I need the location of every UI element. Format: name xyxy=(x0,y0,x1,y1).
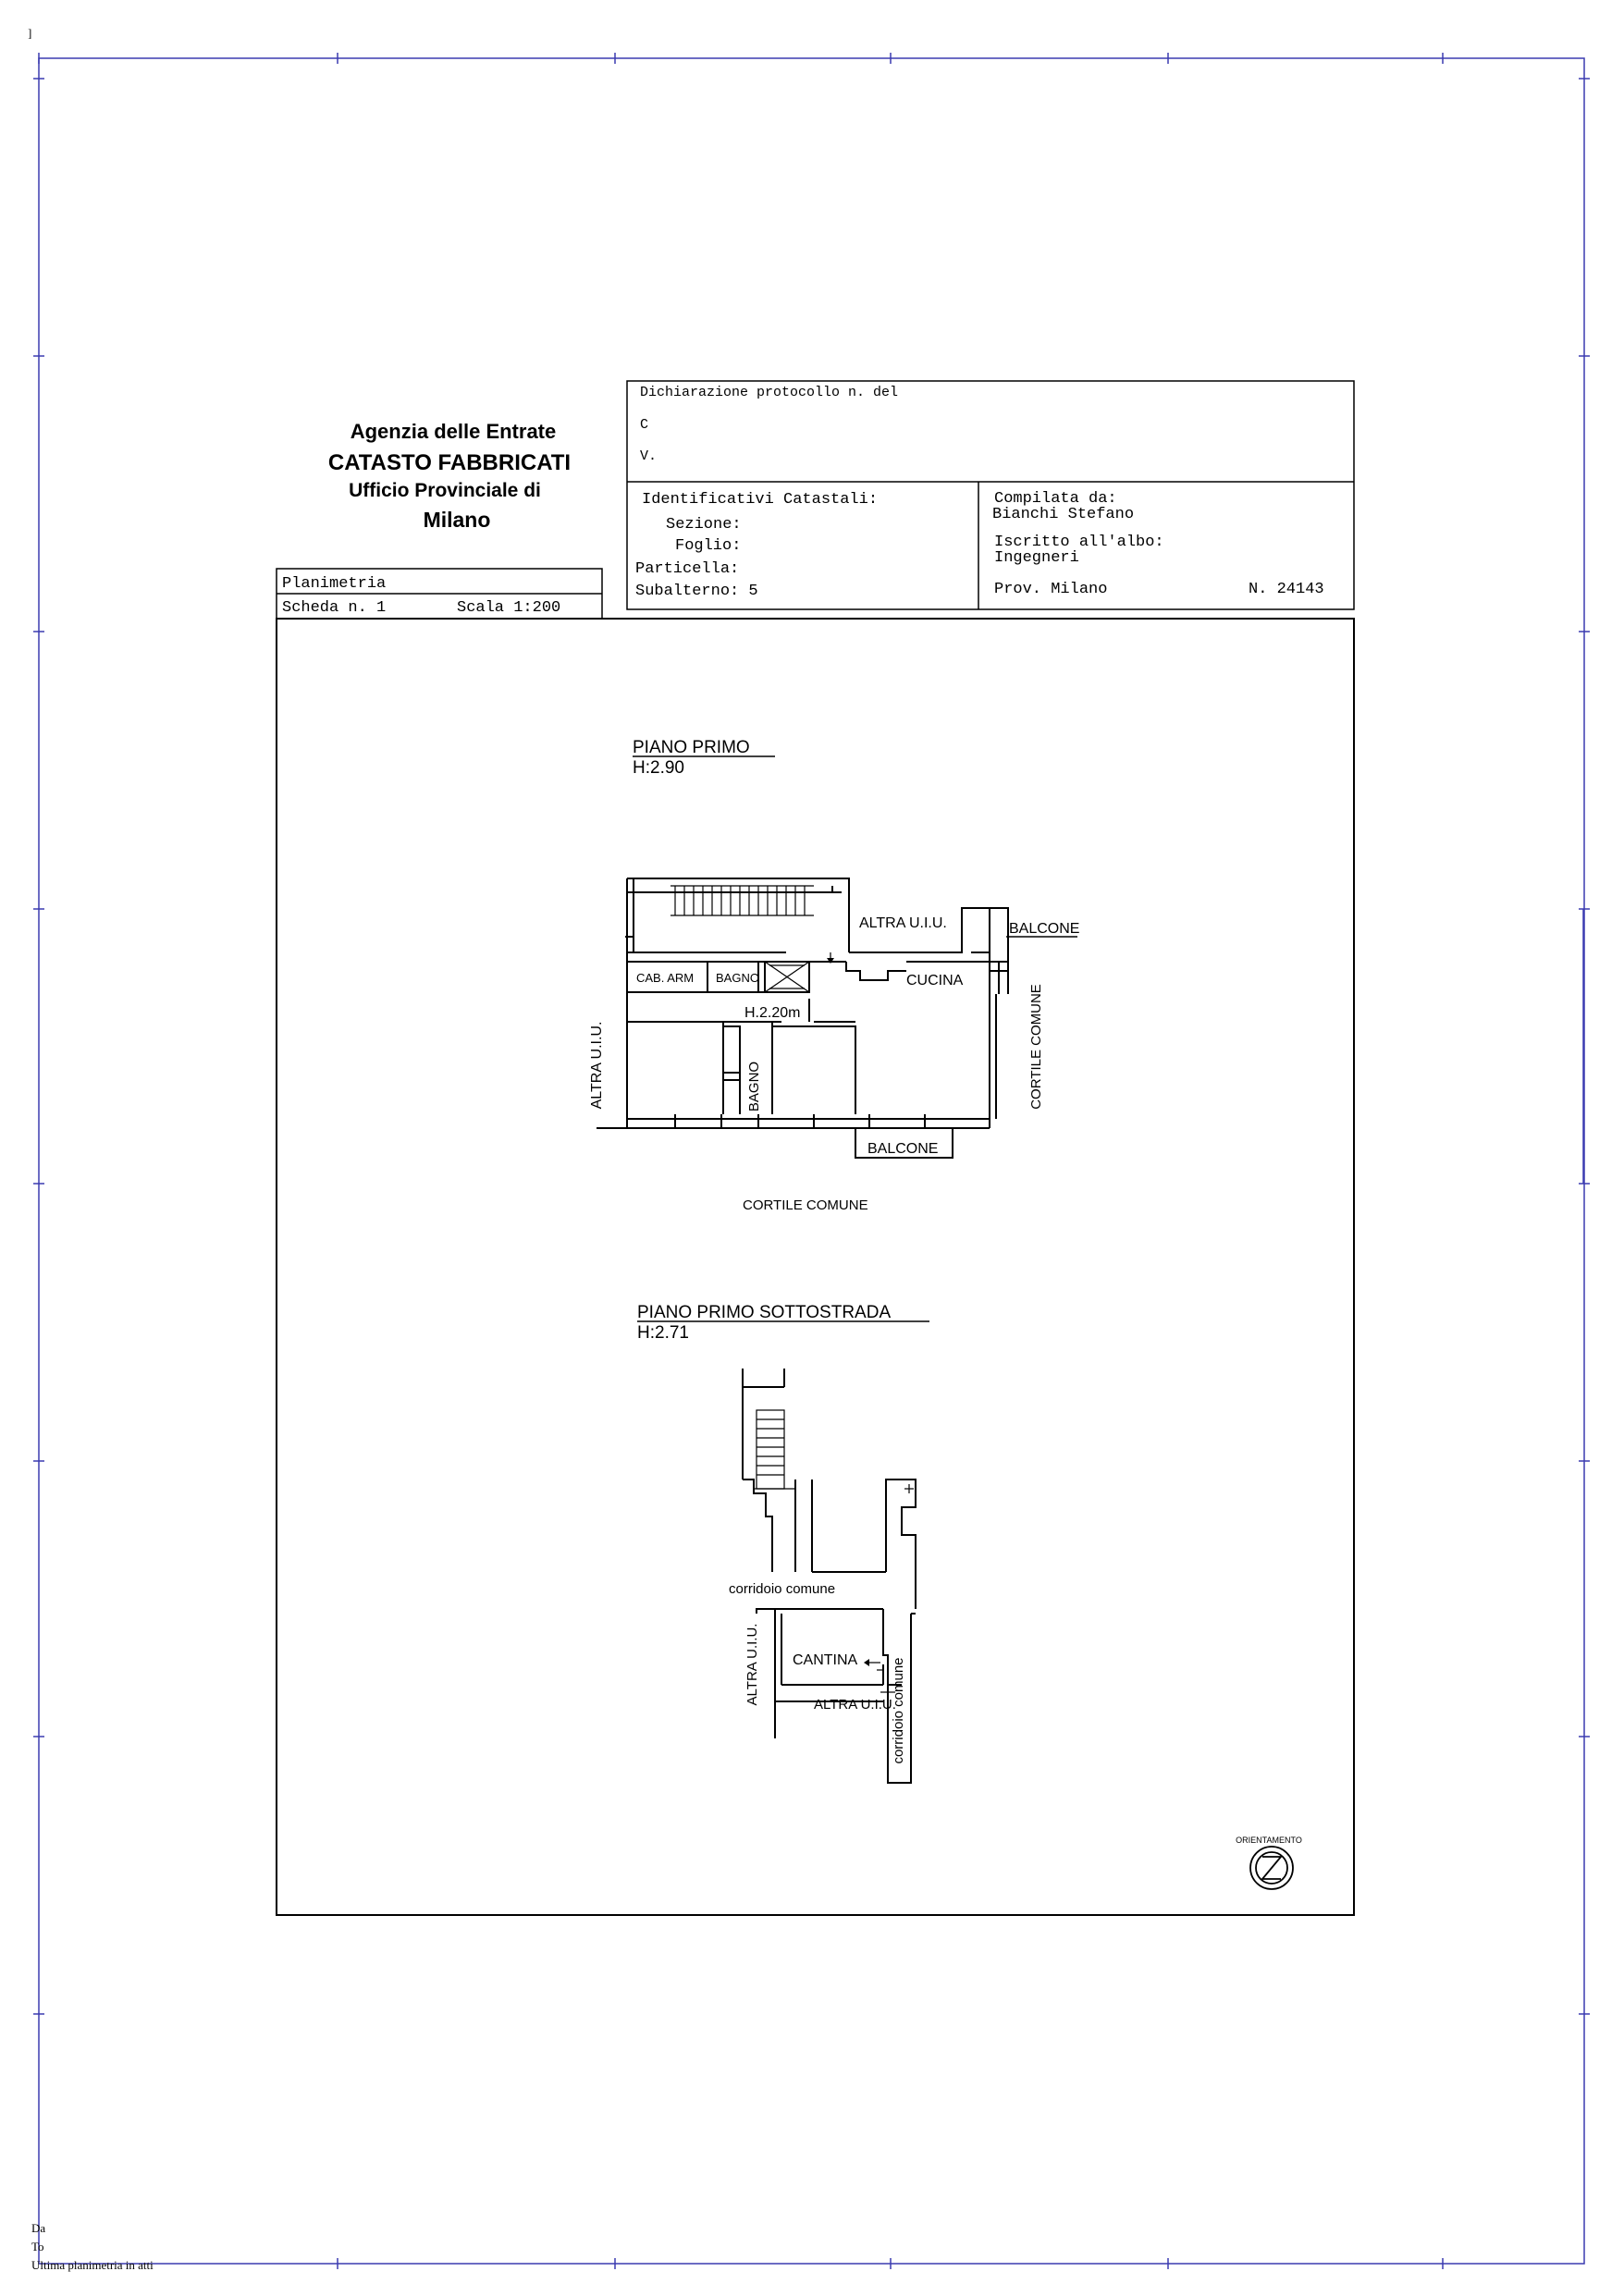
planimetria-title: Planimetria xyxy=(282,575,387,593)
floor-1-title: PIANO PRIMO xyxy=(633,738,750,757)
agency-name: Agenzia delle Entrate xyxy=(350,420,557,443)
label-h220: H.2.20m xyxy=(744,1005,801,1021)
floor-2-height: H:2.71 xyxy=(637,1323,689,1343)
label-cortile-bottom: CORTILE COMUNE xyxy=(743,1197,868,1213)
label-balcone-right: BALCONE xyxy=(1009,921,1080,937)
orientation-block xyxy=(1236,1836,1302,1889)
albo-value: Ingegneri xyxy=(994,549,1079,567)
office-city: Milano xyxy=(423,508,491,532)
sezione-label: Sezione: xyxy=(666,516,742,534)
declaration-line-2: C xyxy=(640,417,649,433)
stair-treads xyxy=(671,886,814,915)
foglio-label: Foglio: xyxy=(675,537,742,555)
floor-1-height: H:2.90 xyxy=(633,758,684,778)
declaration-line-1: Dichiarazione protocollo n. del xyxy=(640,385,899,400)
label-cantina: CANTINA xyxy=(793,1652,858,1668)
label-bagno-small: BAGNO xyxy=(716,971,759,985)
registry-title: CATASTO FABBRICATI xyxy=(327,450,572,475)
footer-line-3: Ultima planimetria in atti xyxy=(31,2258,154,2272)
scheda-number: Scheda n. 1 xyxy=(282,599,387,617)
footer-line-2: To xyxy=(31,2240,44,2253)
declaration-line-3: V. xyxy=(640,448,658,464)
label-balcone-bottom: BALCONE xyxy=(867,1141,939,1157)
iscrizione-number: N. 24143 xyxy=(1249,581,1324,598)
subalterno-label: Subalterno: 5 xyxy=(635,583,758,600)
label-altra-left: ALTRA U.I.U. xyxy=(589,1021,605,1110)
agency-header xyxy=(328,420,571,532)
orientation-label: ORIENTAMENTO xyxy=(1236,1836,1302,1845)
compilata-heading: Compilata da: xyxy=(994,490,1117,508)
particella-label: Particella: xyxy=(635,560,740,578)
label-corridoio-horizontal: corridoio comune xyxy=(729,1581,836,1597)
label-cucina: CUCINA xyxy=(906,973,964,988)
stair-treads-2 xyxy=(754,1410,795,1489)
footer-line-1: Da xyxy=(31,2221,46,2235)
label-corridoio-vertical: corridoio comune xyxy=(891,1657,906,1764)
floor-1-title-block xyxy=(633,738,775,778)
floor-2-plan xyxy=(743,1369,916,1783)
label-altra-top: ALTRA U.I.U. xyxy=(859,915,947,931)
compass-icon xyxy=(1250,1847,1293,1889)
iscritto-label: Iscritto all'albo: xyxy=(994,534,1164,551)
floor-2-title-block xyxy=(637,1303,929,1343)
label-cortile-right: CORTILE COMUNE xyxy=(1028,984,1044,1110)
provincia-value: Prov. Milano xyxy=(994,581,1108,598)
floor-2-title: PIANO PRIMO SOTTOSTRADA xyxy=(637,1303,892,1322)
office-label: Ufficio Provinciale di xyxy=(349,480,541,501)
identificativi-heading: Identificativi Catastali: xyxy=(642,491,879,509)
label-altra-horizontal: ALTRA U.I.U. xyxy=(814,1697,896,1713)
floor-1-labels xyxy=(589,915,1079,1213)
footer-notes xyxy=(31,2221,154,2272)
scale-value: Scala 1:200 xyxy=(457,599,561,617)
compilata-name: Bianchi Stefano xyxy=(992,506,1135,523)
drawing-frame xyxy=(277,619,1354,1915)
corner-mark: ] xyxy=(28,26,32,40)
label-bagno-vertical: BAGNO xyxy=(746,1061,762,1112)
label-cab-arm: CAB. ARM xyxy=(636,971,695,985)
label-altra-vertical: ALTRA U.I.U. xyxy=(744,1623,760,1706)
